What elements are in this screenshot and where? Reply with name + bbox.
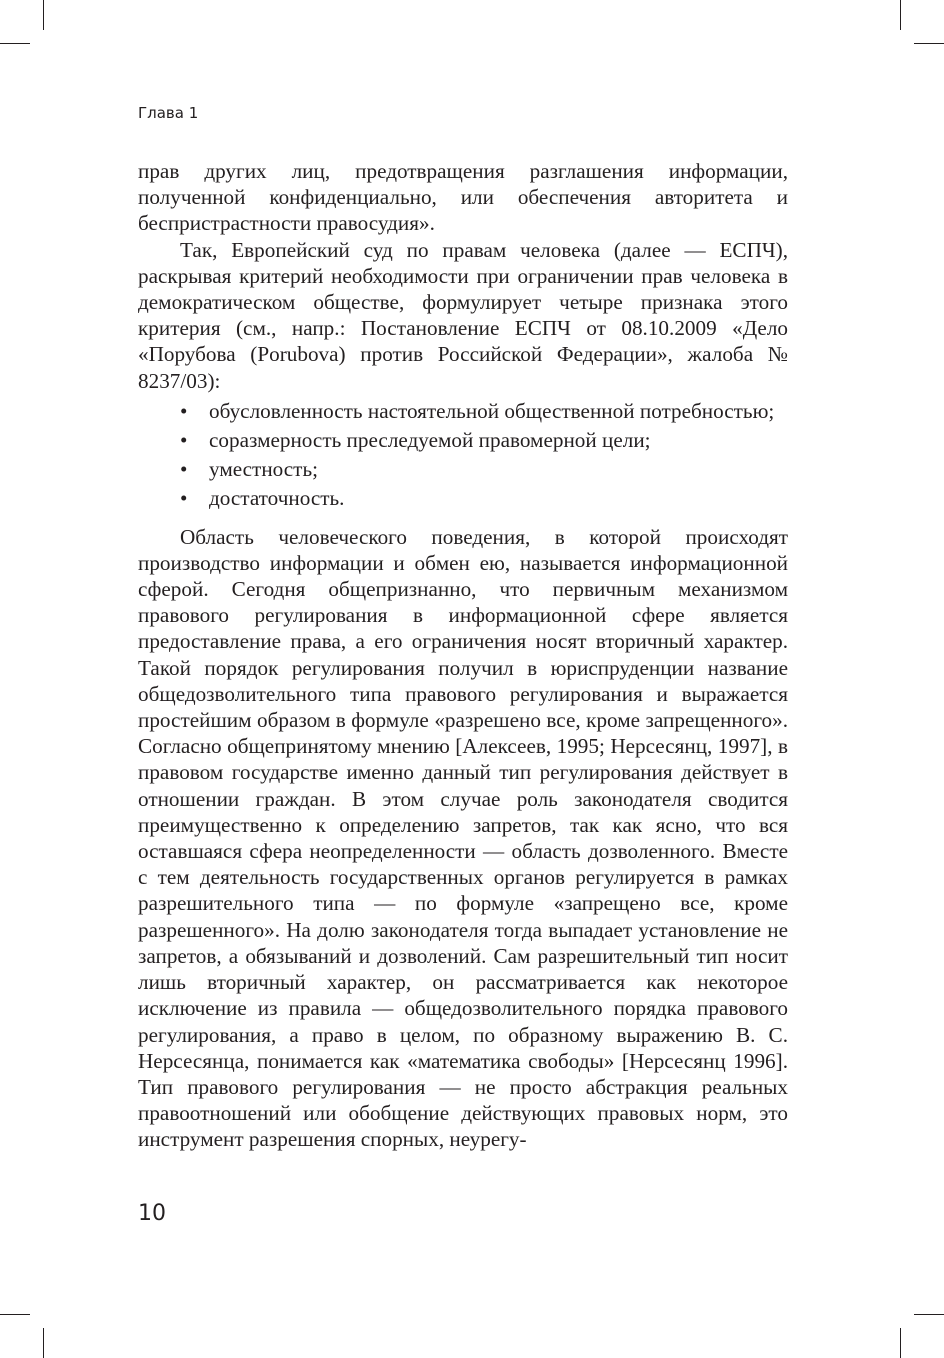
page-body bbox=[138, 158, 788, 1153]
page-number: 10 bbox=[138, 1201, 166, 1226]
list-item: • обусловленность настоятельной общественной потребностью; bbox=[138, 398, 788, 424]
crop-mark-top-right-horizontal bbox=[914, 43, 944, 44]
running-header: Глава 1 bbox=[138, 104, 199, 122]
crop-mark-top-left-horizontal bbox=[0, 43, 30, 44]
paragraph-1: прав других лиц, предотвращения разглашения информации, полученной конфиденциально, или обеспечения авторитета и беспристрастности правосудия». bbox=[138, 159, 788, 236]
crop-mark-top-left-vertical bbox=[43, 0, 44, 30]
crop-mark-bottom-right-horizontal bbox=[914, 1314, 944, 1315]
paragraph-2: Так, Европейский суд по правам человека (далее — ЕСПЧ), раскрывая критерий необходимости при ограничении прав человека в демократическом обществе, формулирует четыре признака этого критерия (см., напр.: Постановление ЕСПЧ от 08.10.2009 «Дело «Порубова (Porubova) против Российской Федерации», жалоба № 8237/03): bbox=[138, 237, 788, 393]
list-item: • уместность; bbox=[138, 456, 788, 482]
criteria-list bbox=[138, 398, 788, 512]
crop-mark-top-right-vertical bbox=[900, 0, 901, 30]
paragraph-3: Область человеческого поведения, в которой происходят производство информации и обмен ею, называется информационной сферой. Сегодня общепризнанно, что первичным механизмом правового регулирования в информационной сфере является предоставление права, а его ограничения носят вторичный характер. Такой порядок регулирования получил в юриспруденции название общедозволительного типа правового регулирования и выражается простейшим образом в формуле «разрешено все, кроме запрещенного». Согласно общепринятому мнению [Алексеев, 1995; Нерсесянц, 1997], в правовом государстве именно данный тип регулирования действует в отношении граждан. В этом случае роль законодателя сводится преимущественно к определению запретов, так как ясно, что вся оставшаяся сфера неопределенности — область дозволенного. Вместе с тем деятельность государственных органов регулируется в рамках разрешительного типа — по формуле «запрещено все, кроме разрешенного». На долю законодателя тогда выпадает установление не запретов, а обязываний и дозволений. Сам разрешительный тип носит лишь вторичный характер, он рассматривается как некоторое исключение из правила — общедозволительного порядка правового регулирования, а право в целом, по образному выражению В. С. Нерсесянца, понимается как «математика свободы» [Нерсесянц 1996]. Тип правового регулирования — не просто абстракция реальных правоотношений или обобщение действующих правовых норм, это инструмент разрешения спорных, неурегу- bbox=[138, 524, 788, 1152]
list-item: • соразмерность преследуемой правомерной цели; bbox=[138, 427, 788, 453]
crop-mark-bottom-right-vertical bbox=[900, 1328, 901, 1358]
crop-mark-bottom-left-vertical bbox=[43, 1328, 44, 1358]
list-item: • достаточность. bbox=[138, 485, 788, 511]
crop-mark-bottom-left-horizontal bbox=[0, 1314, 30, 1315]
